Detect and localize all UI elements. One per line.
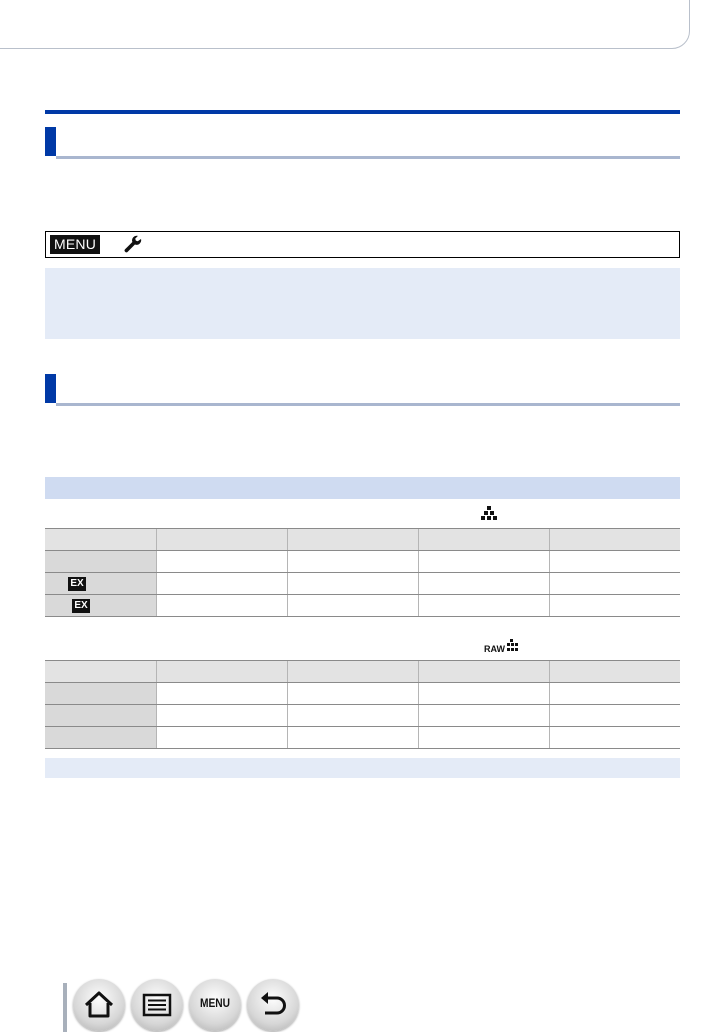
raw-image-size-icon: [484, 638, 518, 654]
table-cell: [418, 661, 549, 683]
table-cell: [45, 595, 157, 617]
table-cell: [157, 595, 288, 617]
page-header-frame: [0, 0, 690, 49]
spec-table-1: [45, 528, 680, 617]
raw-label: RAW: [484, 644, 505, 654]
table-cell: [45, 727, 157, 749]
table-row: [45, 573, 680, 595]
table-cell: [418, 529, 549, 551]
table-cell: [157, 683, 288, 705]
heading-underline: [56, 156, 680, 159]
table-cell: [157, 727, 288, 749]
table-cell: [418, 595, 549, 617]
table-cell: [287, 683, 418, 705]
section-heading-2: [45, 374, 680, 406]
table-cell: [157, 573, 288, 595]
table-cell: [45, 683, 157, 705]
table-cell: [157, 529, 288, 551]
contents-button[interactable]: [131, 979, 183, 1031]
wrench-icon: [122, 234, 144, 256]
menu-icon: MENU: [199, 996, 231, 1010]
table-cell: [45, 661, 157, 683]
table-cell: [287, 529, 418, 551]
info-box: [45, 268, 680, 339]
back-button[interactable]: [247, 979, 299, 1031]
note-band: [45, 758, 680, 778]
table-cell: [549, 661, 680, 683]
table-cell: [157, 705, 288, 727]
table-row: [45, 727, 680, 749]
table-cell: [287, 705, 418, 727]
ex-badge-icon: EX: [72, 599, 90, 613]
table-cell: [157, 661, 288, 683]
ex-badge-icon: EX: [68, 577, 86, 591]
table-cell: [549, 551, 680, 573]
table-row: [45, 595, 680, 617]
section-top-rule: [45, 110, 680, 114]
table-cell: [418, 727, 549, 749]
menu-badge: MENU: [50, 235, 100, 254]
section-heading-1: [45, 127, 680, 159]
table-cell: [287, 573, 418, 595]
table-cell: [287, 661, 418, 683]
heading-marker: [45, 127, 56, 156]
home-button[interactable]: [73, 979, 125, 1031]
table-cell: [418, 551, 549, 573]
table-cell: [549, 683, 680, 705]
heading-underline: [56, 403, 680, 406]
table-cell: [549, 595, 680, 617]
spec-table-2: [45, 660, 680, 749]
table-row: [45, 683, 680, 705]
table-cell: [157, 551, 288, 573]
table-cell: [549, 573, 680, 595]
table-cell: [418, 705, 549, 727]
table-row: [45, 705, 680, 727]
menu-path-box: [45, 231, 680, 258]
footer-side-rule: [63, 983, 67, 1032]
home-icon: [73, 979, 125, 1031]
heading-marker: [45, 374, 56, 403]
table-cell: [45, 573, 157, 595]
contents-icon: [131, 979, 183, 1031]
table-row: [45, 551, 680, 573]
table-cell: [418, 683, 549, 705]
table-header-row: [45, 661, 680, 683]
table-cell: [418, 573, 549, 595]
table-cell: [45, 529, 157, 551]
table-cell: [45, 705, 157, 727]
image-size-icon: [480, 506, 498, 522]
table-cell: [549, 705, 680, 727]
table-cell: [287, 595, 418, 617]
table-header-row: [45, 529, 680, 551]
table-cell: [287, 727, 418, 749]
table-section-band: [45, 477, 680, 499]
table-cell: [287, 551, 418, 573]
table-cell: [45, 551, 157, 573]
table-cell: [549, 529, 680, 551]
menu-button[interactable]: [189, 979, 241, 1031]
table-cell: [549, 727, 680, 749]
back-icon: [247, 979, 299, 1031]
